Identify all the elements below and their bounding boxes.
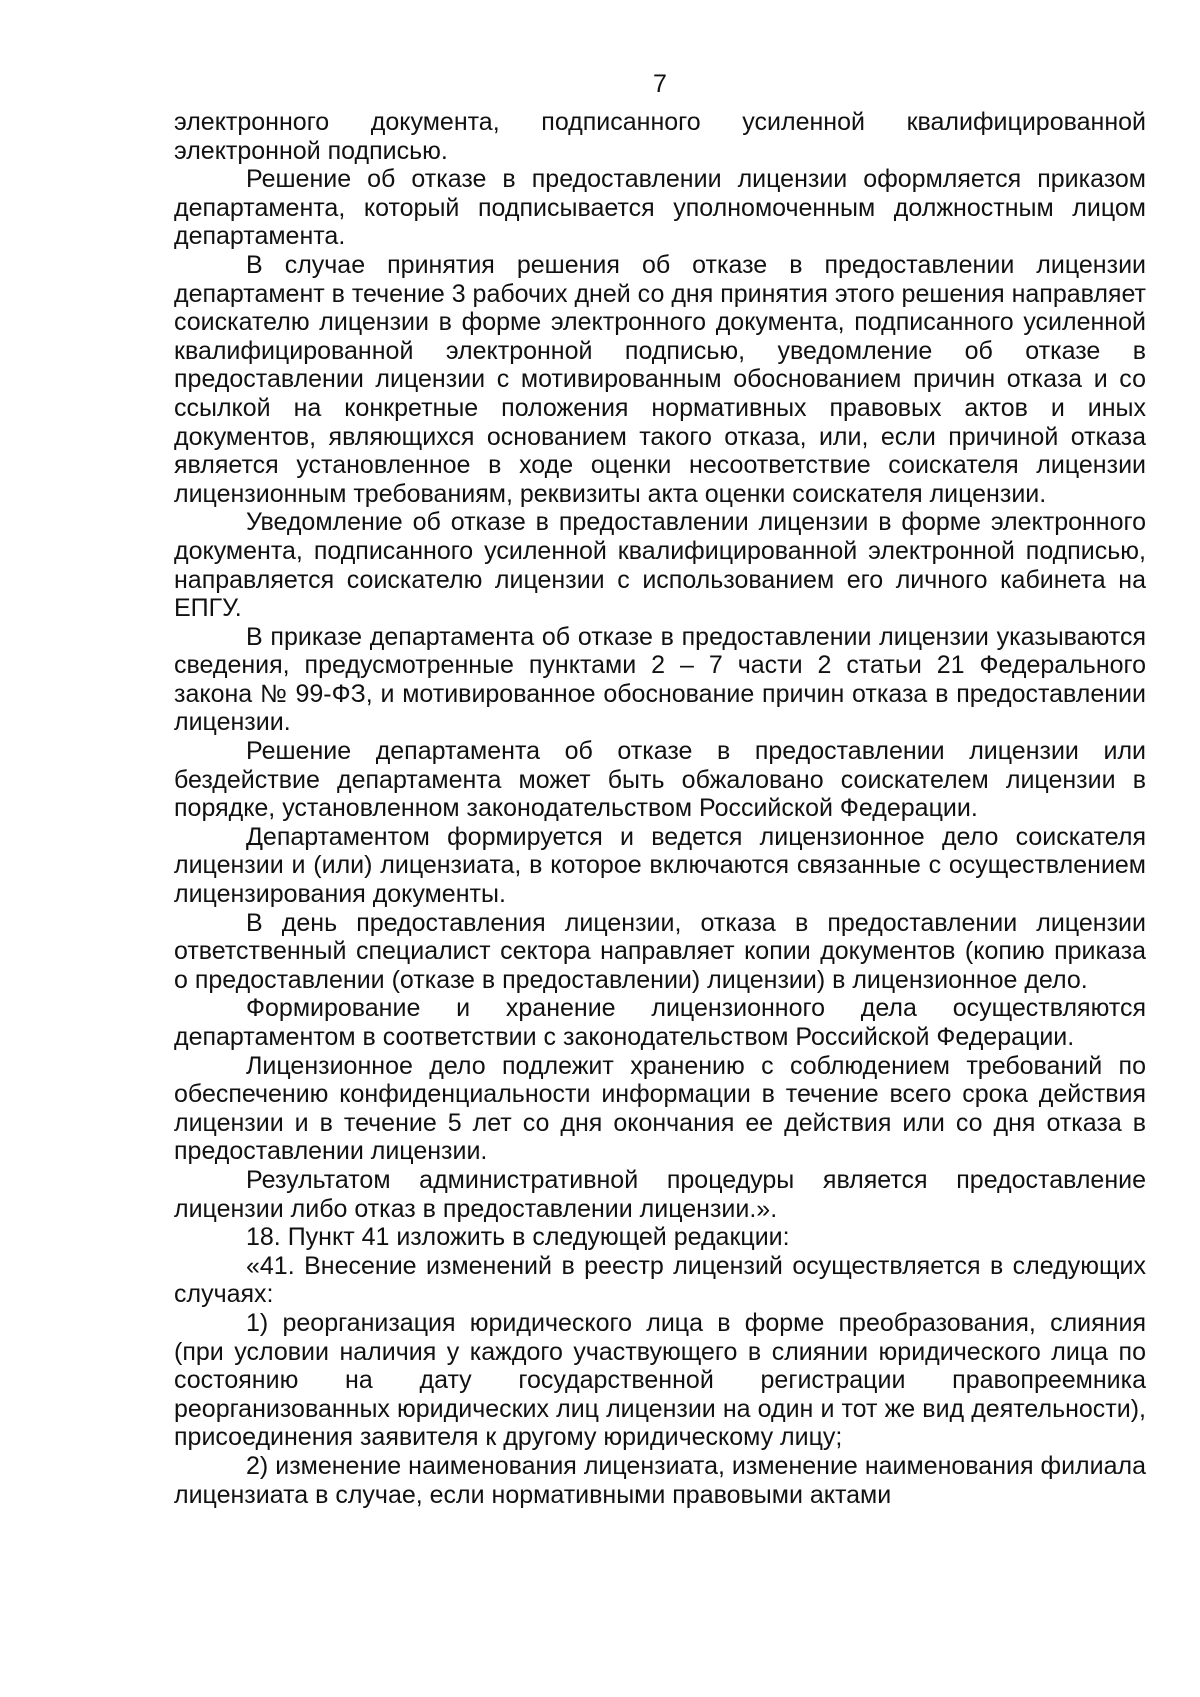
paragraph-case-2: 2) изменение наименования лицензиата, изменение наименования филиала лицензиата в случае, если нормативными правовыми актами <box>174 1451 1146 1509</box>
paragraph-copies: В день предоставления лицензии, отказа в предоставлении лицензии ответственный специалист сектора направляет копии документов (копию приказа о предоставлении (отказе в предоставлении) лицензии) в лицензионное дело. <box>174 908 1146 994</box>
paragraph-result: Результатом административной процедуры является предоставление лицензии либо отказ в предоставлении лицензии.». <box>174 1165 1146 1223</box>
paragraph-appeal: Решение департамента об отказе в предоставлении лицензии или бездействие департамента может быть обжаловано соискателем лицензии в порядке, установленном законодательством Российской Федерации. <box>174 737 1146 823</box>
paragraph-order-content: В приказе департамента об отказе в предоставлении лицензии указываются сведения, предусмотренные пунктами 2 – 7 части 2 статьи 21 Федерального закона № 99-ФЗ, и мотивированное обоснование причин отказа в предоставлении лицензии. <box>174 622 1146 737</box>
document-page <box>174 70 1146 1509</box>
paragraph-file-storage: Формирование и хранение лицензионного дела осуществляются департаментом в соответствии с законодательством Российской Федерации. <box>174 994 1146 1051</box>
paragraph-item-41: «41. Внесение изменений в реестр лицензий осуществляется в следующих случаях: <box>174 1251 1146 1309</box>
page-number: 7 <box>653 70 667 98</box>
paragraph-item-18: 18. Пункт 41 изложить в следующей редакции: <box>246 1223 790 1252</box>
paragraph-notice-delivery: Уведомление об отказе в предоставлении лицензии в форме электронного документа, подписанного усиленной квалифицированной электронной подписью, направляется соискателю лицензии с использованием его личного кабинета на ЕПГУ. <box>174 508 1146 623</box>
paragraph-confidentiality: Лицензионное дело подлежит хранению с соблюдением требований по обеспечению конфиденциальности информации в течение всего срока действия лицензии и в течение 5 лет со дня окончания ее действия или со дня отказа в предоставлении лицензии. <box>174 1051 1146 1166</box>
paragraph-case-1: 1) реорганизация юридического лица в форме преобразования, слияния (при условии наличия у каждого участвующего в слиянии юридического лица по состоянию на дату государственной регистрации правопреемника реорганизованных юридических лиц лицензии на один и тот же вид деятельности), присоединения заявителя к другому юридическому лицу; <box>174 1308 1146 1452</box>
paragraph-license-file: Департаментом формируется и ведется лицензионное дело соискателя лицензии и (или) лицензиата, в которое включаются связанные с осуществлением лицензирования документы. <box>174 822 1146 909</box>
paragraph-refusal-decision: Решение об отказе в предоставлении лицензии оформляется приказом департамента, который подписывается уполномоченным должностным лицом департамента. <box>174 165 1146 251</box>
paragraph-refusal-notice: В случае принятия решения об отказе в предоставлении лицензии департамент в течение 3 рабочих дней со дня принятия этого решения направляет соискателю лицензии в форме электронного документа, подписанного усиленной квалифицированной электронной подписью, уведомление об отказе в предоставлении лицензии с мотивированным обоснованием причин отказа и со ссылкой на конкретные положения нормативных правовых актов и иных документов, являющихся основанием такого отказа, или, если причиной отказа является установленное в ходе оценки несоответствие соискателя лицензии лицензионным требованиям, реквизиты акта оценки соискателя лицензии. <box>174 250 1146 508</box>
paragraph-continuation: электронного документа, подписанного усиленной квалифицированной электронной подписью. <box>174 108 1146 165</box>
